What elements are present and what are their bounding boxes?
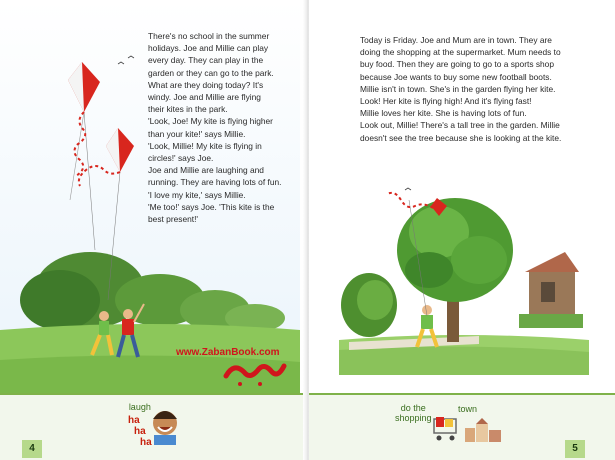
text-line: best present!' [148, 214, 199, 225]
text-line: buy food. Then they are going to go to a sports shop [360, 59, 554, 70]
right-story-text [360, 34, 561, 144]
vocab-word: shopping [395, 413, 432, 423]
text-line: holidays. Joe and Millie can play [148, 43, 269, 54]
vocab-word: do the [400, 403, 426, 413]
garden-shed [525, 252, 579, 314]
ha-text: ha [140, 437, 152, 448]
text-line: because Joe wants to buy some new football boots. [360, 71, 552, 82]
vocab-do-the-shopping [395, 403, 432, 423]
text-line: circles!' says Joe. [148, 153, 214, 164]
text-line: 'Look, Joe! My kite is flying higher [148, 116, 273, 127]
ha-text: ha [128, 415, 140, 426]
text-line: running. They are having lots of fun. [148, 177, 282, 188]
zabanbook-logo [220, 356, 290, 388]
laughing-boy-icon [148, 405, 182, 445]
text-line: There's no school in the summer [148, 31, 270, 41]
vocab-town: town [458, 404, 478, 414]
watermark-url: www.ZabanBook.com [176, 347, 280, 358]
text-line: Millie isn't in town. She's in the garden flying her kite. [360, 83, 556, 94]
text-line: Look out, Millie! There's a tall tree in the garden. Millie [360, 120, 560, 131]
right-page [309, 0, 615, 460]
text-line: garden or they can go to the park. [148, 67, 274, 78]
text-line: 'Me too!' says Joe. 'This kite is the [148, 201, 275, 212]
vocab-word: laugh [128, 402, 151, 412]
text-line: doesn't see the tree because she is looking at the kite. [360, 132, 562, 143]
town-icon [463, 418, 503, 444]
text-line: What are they doing today? It's [148, 79, 264, 90]
text-line: Today is Friday. Joe and Mum are in town. They are [360, 35, 552, 45]
text-line: Joe and Millie are laughing and [148, 165, 264, 176]
shopping-trolley-icon [430, 415, 462, 443]
text-line: windy. Joe and Millie are flying [148, 92, 261, 103]
garden-tree-illustration [309, 160, 615, 400]
text-line: their kites in the park. [148, 104, 228, 115]
millie-kite [359, 170, 449, 220]
left-page [0, 0, 306, 460]
text-line: 'I love my kite,' says Millie. [148, 189, 246, 200]
text-line: 'Look, Millie! My kite is flying in [148, 140, 262, 151]
text-line: than your kite!' says Millie. [148, 128, 246, 139]
page-number-left: 4 [22, 440, 42, 458]
text-line: doing the shopping at the supermarket. Mum needs to [360, 47, 561, 58]
text-line: every day. They can play in the [148, 55, 264, 66]
text-line: Millie loves her kite. She is having lots of fun. [360, 108, 527, 119]
ha-text: ha [134, 426, 146, 437]
page-number-right: 5 [565, 440, 585, 458]
text-line: Look! Her kite is flying high! And it's flying fast! [360, 96, 532, 107]
left-story-text [148, 30, 281, 225]
